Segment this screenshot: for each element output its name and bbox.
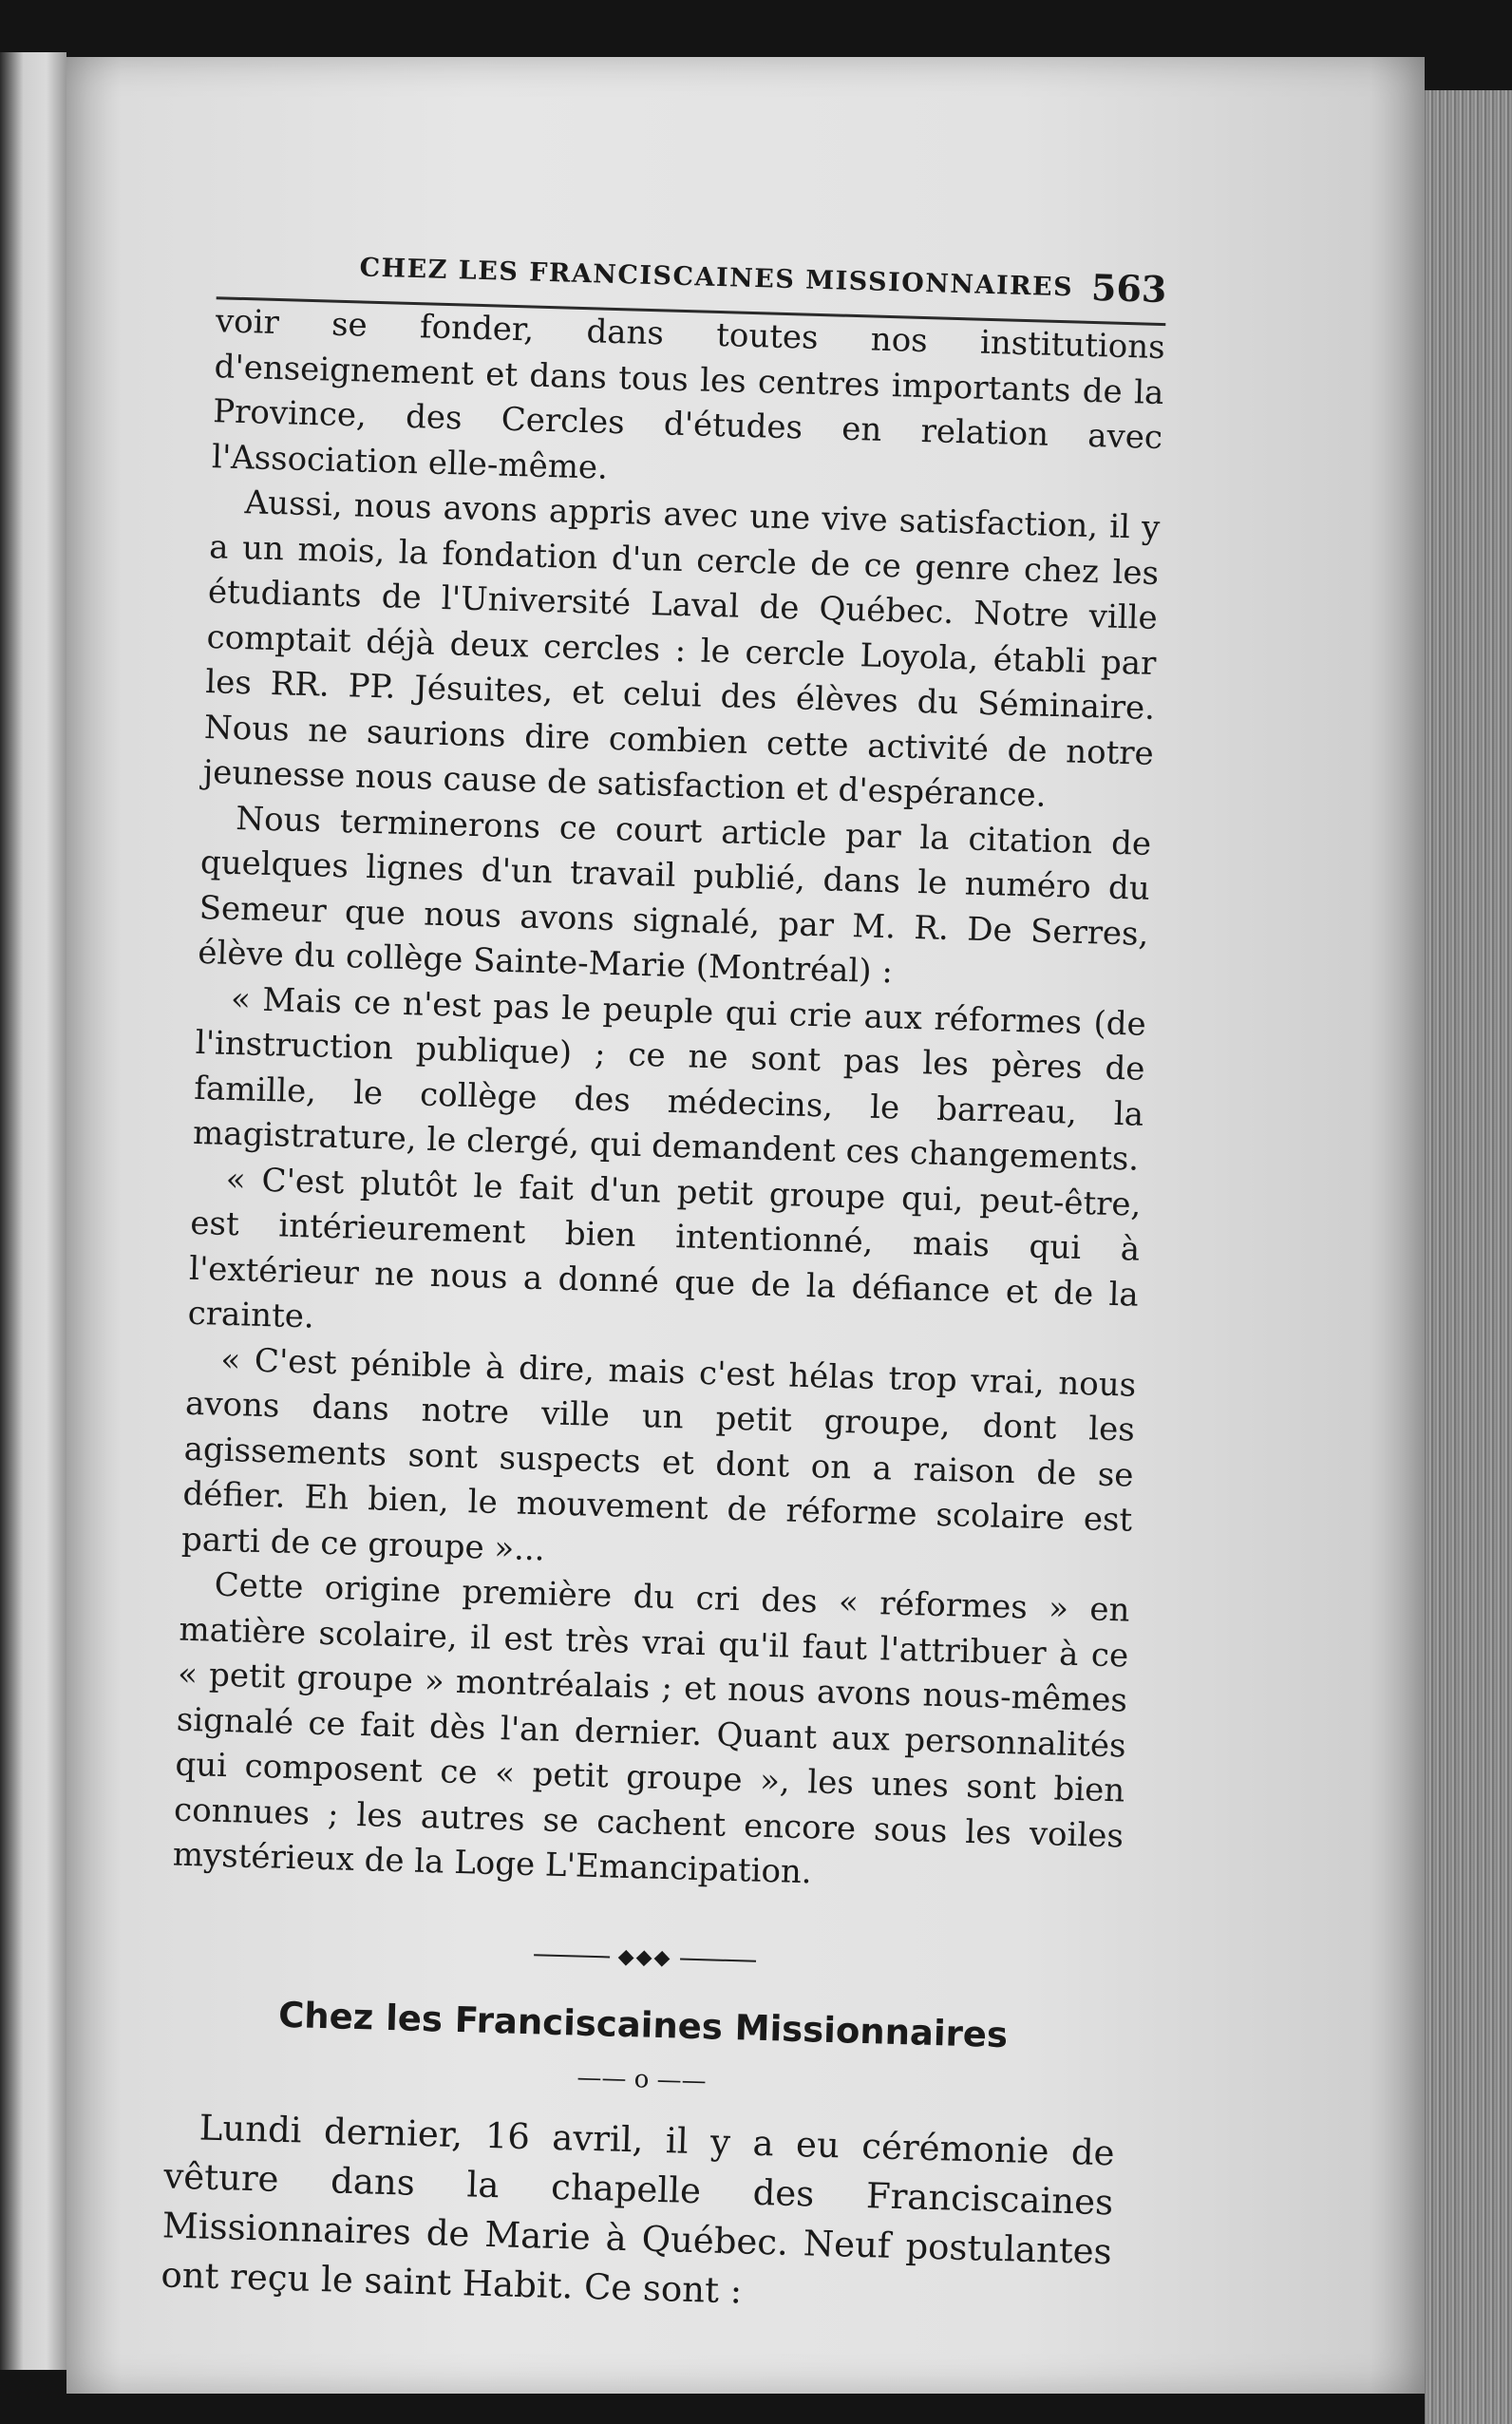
quote-paragraph: « C'est pénible à dire, mais c'est hélas trop vrai, nous avons dans notre ville un petit groupe, dont les agissements sont suspects et dont on a raison de se défier. Eh bien, le mouvement de réforme scolaire est parti de ce groupe »...: [180, 1340, 1137, 1568]
page-text-block: [85, 218, 1168, 2326]
article-body: [161, 299, 1165, 2326]
title-ornament: —— o ——: [576, 2063, 707, 2095]
paragraph: Nous terminerons ce court article par la citation de quelques lignes d'un travail publié, dans le numéro du Semeur que nous avons signalé, par M. R. De Serres, élève du collège Sainte-Marie (Montréal) :: [197, 799, 1152, 992]
section-title: Chez les Franciscaines Missionnaires: [277, 1994, 1009, 2056]
page-number: 563: [1090, 265, 1167, 312]
paragraph: voir se fonder, dans toutes nos institutions d'enseignement et dans tous les centres importants de la Province, des Cercles d'études en relation avec l'Association elle-même.: [211, 302, 1166, 487]
section-separator: ◆◆◆: [530, 1932, 759, 1983]
previous-page-edge: [0, 52, 66, 2370]
section-body: [161, 2102, 1115, 2326]
paragraph: Lundi dernier, 16 avril, il y a eu cérémonie de vêture dans la chapelle des Franciscaines Missionnaires de Marie à Québec. Neuf postulantes ont reçu le saint Habit. Ce sont :: [160, 2107, 1116, 2312]
running-head: CHEZ LES FRANCISCAINES MISSIONNAIRES: [359, 253, 1074, 303]
paragraph: Cette origine première du cri des « réformes » en matière scolaire, il est très vrai qu'il faut l'attribuer à ce « petit groupe » montréalais ; et nous avons nous-mêmes signalé ce fait dès l'an dernier. Quant aux personnalités qui composent ce « petit groupe », les unes sont bien connues ; les autres se cachent encore sous les voiles mystérieux de la Loge L'Emancipation.: [172, 1565, 1131, 1892]
paragraph: Aussi, nous avons appris avec une vive satisfaction, il y a un mois, la fondation d'un cercle de ce genre chez les étudiants de l'Université Laval de Québec. Notre ville comptait déjà deux cercles : le cercle Loyola, établi par les RR. PP. Jésuites, et celui des élèves du Séminaire. Nous ne saurions dire combien cette activité de notre jeunesse nous cause de satisfaction et d'espérance.: [202, 483, 1161, 815]
quote-paragraph: « C'est plutôt le fait d'un petit groupe qui, peut-être, est intérieurement bien intentionné, mais qui à l'extérieur ne nous a donné que de la défiance et de la crainte.: [187, 1160, 1142, 1336]
page-edges: [1425, 90, 1512, 2424]
quote-paragraph: « Mais ce n'est pas le peuple qui crie aux réformes (de l'instruction publique) ; ce ne sont pas les pères de famille, le collège des médecins, le barreau, la magistrature, le clergé, qui demandent ces changements.: [192, 979, 1147, 1179]
